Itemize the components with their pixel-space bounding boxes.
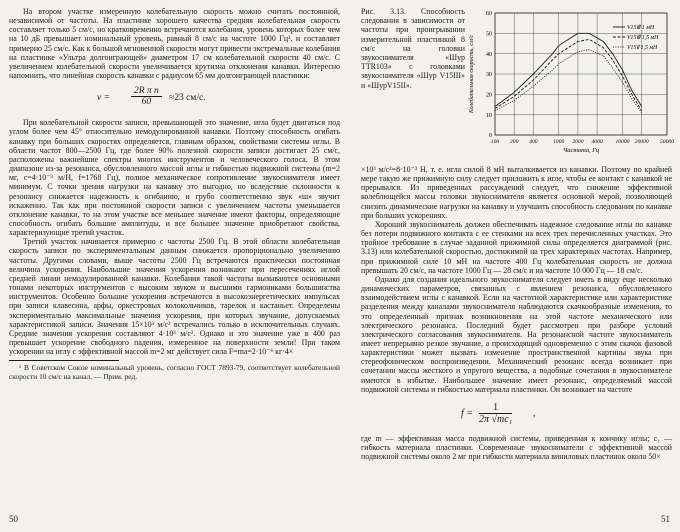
body-paragraph: ×10³ м/с²=8·10⁻³ Н, т. е. игла силой 8 мН выталкивается из канавки. Поэтому по крайней мере такую же прижимную силу следует приложить к игле, чтобы ее контакт с канавкой не прерывался. Из приведенных рассуждений следует, что снижение эффективной колеблющейся массы головки звукоснимателя является основной мерой, позволяющей снизить динамические нагрузки на канавку и улучшить способность следования по канавке при больших ускорениях. [361,165,672,220]
x-tick-label: 50000 [660,139,674,145]
y-axis-label: Колебательная скорость, см/с [469,34,475,114]
y-tick-label: 30 [486,72,492,79]
x-axis-label: Частота, Гц [562,147,600,154]
body-paragraph: При колебательной скорости записи, превышающей это значение, игла будет двигаться под углом более чем 45° относительно немодулированной канавки. Поэтому способность огибать канавку при больших скоростях определяется, главным образом, свойствами системы иглы. В области частот 800—2500 Гц, где более 90% полезной скорости записи достигает 25 см/с, расположены важнейшие спектры многих инструментов и человеческого голоса. В этом диапазоне из-за резонанса, обусловленного массой иглы и гибкостью подвижной системы (m=2 мг, с=4·10⁻³ м/Н, f=1768 Гц), полное механическое сопротивление звукоснимателя имеет минимум. С точки зрения нагрузки на канавку это выгодно, но вследствие склонности к резонансу снижается надежность к огибанию, и грубо соответственно звук «ш» звучит искаженно. Так как при постоянной скорости записи с увеличением частоты уменьшается отклонение канавки, то на этом участке все меньшее значение имеют факторы, определяющие способность огибать большие амплитуды, и все большее значение приобретают свойства, характеризующие третий участок. [9,118,340,238]
formula-rhs: ≈23 см/с. [169,93,206,104]
right-page [347,0,680,532]
y-tick-label: 0 [489,133,492,140]
x-tick-label: 100 [490,139,500,145]
series-line [495,33,642,106]
legend-entry: V15Ⅲ 1,5 мН [627,35,659,41]
x-tick-label: 4000 [591,139,603,145]
x-tick-label: 1000 [553,139,565,145]
body-paragraph: На втором участке измеренную колебательную скорость можно считать постоянной, независимой от частоты. На пластинке хорошего качества средняя колебательная скорость составляет только 5 см/с, но кратковременно встречаются колебания, уровень которых более чем на 10 дБ превышает номинальный уровень, равный 8 см/с на частоте 1000 Гц¹, и составляет примерно 25 см/с. Как к большой мгновенной скорости могут привести экстремальные колебания на пластинке «Ультра долгоиграющей» диаметром 17 см колебательной скорости 40 см/с. С увеличением колебательной скорости увеличивается крутизна отклонения канавки. Интересно напомнить, что линейная скорость канавки с радиусом 65 мм долгоиграющей пластинки: [9,7,340,81]
body-paragraph: Третий участок начинается примерно с частоты 2500 Гц. В этой области колебательная скорость записи по экспериментальным данным снижается пропорционально увеличению частоты. Другими словами, выше частоты 2500 Гц встречаются практически постоянная величина ускорения. Наибольшие значения ускорения возникают при пересечениях иглой средней линии немодулированной канавки. Колебания такой частоты вызываются основными тонами некоторых инструментов с высоким звуком и высшими гармониками большинства инструментов. Особенно большие ускорения встречаются в высокоэнергетических импульсах при записи клавесина, арфы, оркестровых колокольчиков, тарелок и кастаньет. Определены экспериментально максимальные значения ускорения, при которых звучание, допускаемых характеристикой записи. Значения 15×10³ м/с² встречались только в исключительных случаях. Средние значения ускорения составляют 4·10³ м/с². Однако и это значение уже в 400 раз превышает ускорение свободного падения, измеренное на поверхности земли! При таком ускорении на иглу с эффективной массой m=2 мг действует сила F=ma=2·10⁻⁶ кг·4× [9,237,340,357]
series-line [495,39,642,110]
body-paragraph: Однако для создания идеального звукоснимателя следует иметь в виду еще несколько динамических параметров, связанных с явлением резонанса, обусловленного взаимодействием иглы с канавкой. Если на частотной характеристике или характеристике разделения между каналами звукоснимателя наблюдаются скачкообразные изменения, то это определенный признак возникновения на этой частоте механического или электрического резонанса. Последний будет рассмотрен при разборе условий электрического согласования звукоснимателя. На резонансной частоте звукосниматель имеет непрерывно резкое звучание, а происходящий одновременно с этим скачок фазовой характеристики может вызвать изменение пространственной картины звука при стереофоническом воспроизведении. Механический резонанс всегда возникает при сочетании массы жесткого и упругого вещества, а подобные сочетания в звукоснимателе имеются в избытке. Наибольшее значение имеет резонанс, определяемый массой подвижной системы и гибкостью материала пластинки. Он возникает на частоте [361,274,672,394]
formula-denominator: 60 [141,97,152,108]
x-tick-label: 2000 [572,139,584,145]
page-number: 51 [661,514,670,524]
velocity-formula [9,86,340,110]
formula-lhs: v = [97,93,111,104]
formula-denominator: 2π √mc₁ [479,413,513,425]
x-tick-label: 400 [529,139,538,145]
body-paragraph: где m — эффективная масса подвижной системы, приведенная к кончику иглы; c₁ — гибкость материала пластинки. Современные звукосниматели с эффективной массой подвижной системы около 2 мг при гибкости материала виниловых пластинок около 50× [361,433,672,462]
chart-container [465,7,677,163]
formula-lhs: f = [461,407,474,419]
figure-caption: Рис. 3.13. Способность следования в зависимости от частоты при проигрывании измерительной пластинкой 8 см/с на головки звукоснимателя «Шур TTR103» с головками звукоснимателя «Шур V15III» и «ШурV15II». [361,7,465,90]
formula-tail: , [533,407,536,419]
formula-numerator: 2R π n [131,86,162,97]
body-paragraph: Хороший звукосниматель должен обеспечивать надежное следование иглы по канавке без потери подвижного контакта с ее стенками на всех трех перечисленных участках. Это тройное требование в случае заданной прижимной силы определяется диаграммой (рис. 3.13) или колебательной скоростью, достижимой на трех характерных частотах. Например, при прижимной силе 10 мН на частоте 400 Гц колебательная скорость не должна превышать 20 см/с, на частоте 1000 Гц — 28 см/с и на частоте 10 000 Гц — 18 см/с. [361,219,672,275]
x-tick-label: 10000 [615,139,630,145]
x-tick-label: 200 [509,139,519,145]
y-tick-label: 50 [486,31,492,38]
y-tick-label: 40 [486,51,492,58]
formula-fraction [479,402,512,425]
footnote: ¹ В Советском Союзе номинальный уровень, согласно ГОСТ 7893-79, соответствует колебательной скорости 10 см/с на канал. — Прим. ред. [9,363,340,381]
series-line [495,50,642,113]
x-tick-label: 20000 [634,139,649,145]
legend-entry: V15Ⅲ 1 мН [627,25,655,31]
footnote-divider [9,360,119,361]
formula-fraction [131,86,162,107]
y-tick-label: 20 [486,92,492,99]
tracking-chart [465,7,677,163]
resonance-formula [361,402,672,428]
y-tick-label: 10 [486,112,492,119]
legend-entry: V15Ⅱ 1,5 мН [627,45,658,51]
y-tick-label: 60 [486,11,492,18]
formula-numerator: 1 [479,402,512,414]
figure-3-13 [361,7,672,163]
page-number: 50 [9,514,18,524]
